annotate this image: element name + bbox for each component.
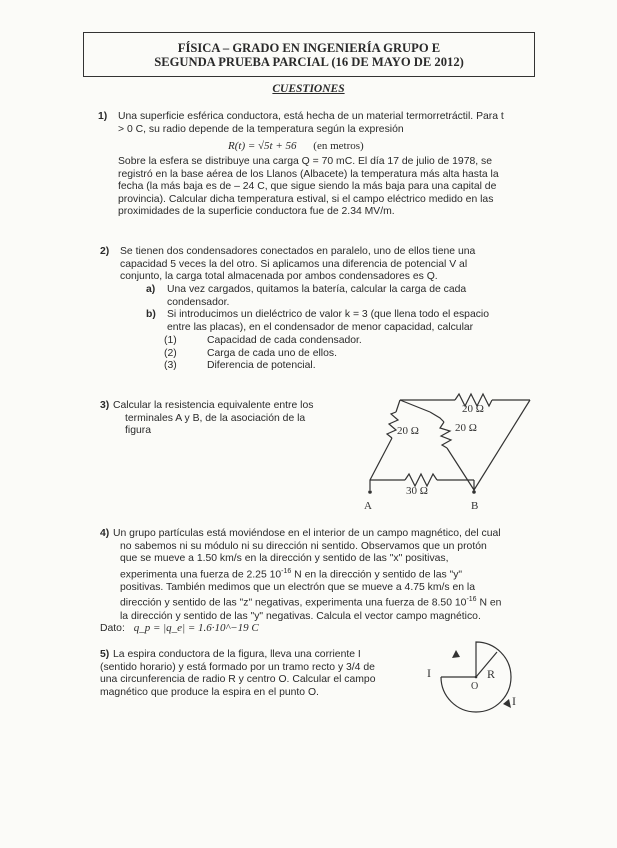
q1-line: Sobre la esfera se distribuye una carga Q = 70 mC. El día 17 de julio de 1978, se xyxy=(118,156,492,167)
q2-b-line: Si introducimos un dieléctrico de valor k = 3 (que llena todo el espacio xyxy=(167,309,490,321)
terminal-a-node xyxy=(368,490,372,494)
resistor-zigzag xyxy=(405,474,437,486)
q1-line: provincia). Calcular dicha temperatura estival, si el campo eléctrico medido en las xyxy=(118,193,494,205)
subitem-text: Capacidad de cada condensador. xyxy=(207,335,362,346)
question-number: 3) xyxy=(100,400,110,411)
resistor-mid-label: 20 Ω xyxy=(455,422,477,434)
current-label-left: I xyxy=(427,666,431,680)
q2-line: conjunto, la carga total almacenada por ambos condensadores es Q. xyxy=(120,271,438,283)
terminal-b-label: B xyxy=(471,500,479,512)
subitem-number: (1) xyxy=(164,335,177,346)
q5-line: magnético que produce la espira en el punto O. xyxy=(100,686,319,698)
q4-line: positivas. También medimos que un electrón que se mueve a 4.75 km/s en la xyxy=(120,581,476,593)
question-4 xyxy=(100,528,542,623)
center-point xyxy=(475,676,478,679)
wire xyxy=(400,400,430,412)
q5-line: (sentido horario) y está formado por un tramo recto y 3/4 de xyxy=(100,661,375,673)
q4-line: no sabemos ni su módulo ni su dirección ni sentido. Observamos que un protón xyxy=(120,540,487,552)
q1-body xyxy=(118,156,538,219)
q4-line: que se mueve a 1.50 km/s en la dirección y sentido de las "x" positivas, xyxy=(120,553,449,565)
resistor-bottom-label: 30 Ω xyxy=(406,485,428,497)
current-arrow-icon xyxy=(503,699,511,708)
question-number: 5) xyxy=(100,649,110,660)
q1-line: Una superficie esférica conductora, está hecha de un material termorretráctil. Para t xyxy=(118,111,504,122)
resistor-zigzag xyxy=(440,422,451,448)
exam-header xyxy=(83,32,535,77)
part-label: b) xyxy=(146,309,156,321)
q1-line: > 0 C, su radio depende de la temperatura según la expresión xyxy=(118,123,404,135)
q2-b-line: entre las placas), en el condensador de menor capacidad, calcular xyxy=(167,321,474,333)
current-label-right: I xyxy=(512,694,516,708)
part-label: a) xyxy=(146,284,156,295)
question-1 xyxy=(98,111,538,136)
radius-label: R xyxy=(487,667,496,681)
terminal-a-label: A xyxy=(364,500,372,512)
question-2 xyxy=(100,246,538,284)
q5-line: La espira conductora de la figura, lleva una corriente I xyxy=(113,649,361,660)
q3-line: figura xyxy=(125,425,151,437)
subitem-text: Carga de cada uno de ellos. xyxy=(207,347,337,359)
wire xyxy=(430,412,444,422)
q4-line: experimenta una fuerza de 2.25 $10^{-16}$ N en la dirección y sentido de las "y" xyxy=(120,567,463,581)
subitem-number: (2) xyxy=(164,347,177,359)
current-arrow-icon xyxy=(452,650,460,658)
formula-unit: (en metros) xyxy=(313,140,364,152)
q1-line: proximidades de la superficie conductora fue de 2.34 MV/m. xyxy=(118,206,395,218)
resistor-left-label: 20 Ω xyxy=(397,425,419,437)
data-formula: q_p = |q_e| = 1.6·10^−19 C xyxy=(133,622,259,634)
q2-parts xyxy=(146,284,538,334)
q2-subitem xyxy=(164,348,424,361)
header-title: FÍSICA – GRADO EN INGENIERÍA GRUPO E xyxy=(177,41,441,55)
subitem-text: Diferencia de potencial. xyxy=(207,360,316,372)
q1-line: registró en la base aérea de los Llanos (Albacete) la temperatura más alta hasta la xyxy=(118,168,499,180)
q1-line: fecha (la más baja es de – 24 C, que sigue siendo la más baja para una capital de xyxy=(118,181,497,193)
center-label: O xyxy=(471,681,479,692)
q2-a-line: condensador. xyxy=(167,296,230,308)
q2-subitem xyxy=(164,360,424,373)
subitem-number: (3) xyxy=(164,360,177,372)
wire xyxy=(474,400,530,490)
q4-line: dirección y sentido de las "z" negativas, experimenta una fuerza de 8.50 $10^{-16}$ N en xyxy=(120,596,502,609)
data-label: Dato: xyxy=(100,623,125,634)
formula-expression: R(t) = √5t + 56 xyxy=(228,140,297,152)
q2-subitems xyxy=(164,335,424,373)
q4-line: Un grupo partículas está moviéndose en el interior de un campo magnético, del cual xyxy=(113,528,501,539)
resistor-zigzag xyxy=(455,394,492,406)
q2-line: Se tienen dos condensadores conectados en paralelo, uno de ellos tiene una xyxy=(120,246,476,257)
wire xyxy=(447,448,474,490)
header-subtitle: SEGUNDA PRUEBA PARCIAL (16 DE MAYO DE 2012) xyxy=(154,55,464,69)
question-3 xyxy=(100,400,340,438)
q1-formula xyxy=(228,140,364,153)
loop-arc xyxy=(441,642,511,712)
q2-subitem xyxy=(164,335,424,348)
resistor-top-label: 20 Ω xyxy=(462,403,484,415)
q4-data xyxy=(100,622,259,636)
q2-line: capacidad 5 veces la del otro. Si aplicamos una diferencia de potencial V al xyxy=(120,258,468,270)
radius-line xyxy=(476,652,497,677)
question-number: 4) xyxy=(100,528,110,539)
q2-a-line: Una vez cargados, quitamos la batería, calcular la carga de cada xyxy=(167,284,467,295)
wire xyxy=(370,438,392,490)
q3-line: terminales A y B, de la asociación de la xyxy=(125,412,306,424)
q5-line: una circunferencia de radio R y centro O. Calcular el campo xyxy=(100,674,376,686)
question-number: 2) xyxy=(100,246,110,257)
wire xyxy=(396,400,400,412)
resistor-zigzag xyxy=(387,412,398,438)
question-number: 1) xyxy=(98,111,108,122)
terminal-b-node xyxy=(472,490,476,494)
section-title: CUESTIONES xyxy=(272,83,345,95)
q2-part-a xyxy=(146,284,538,309)
q4-line: la dirección y sentido de las "y" negativas. Calcula el vector campo magnético. xyxy=(120,610,481,622)
question-5 xyxy=(100,649,410,699)
q3-line: Calcular la resistencia equivalente entre los xyxy=(113,400,314,411)
q2-part-b xyxy=(146,309,538,334)
